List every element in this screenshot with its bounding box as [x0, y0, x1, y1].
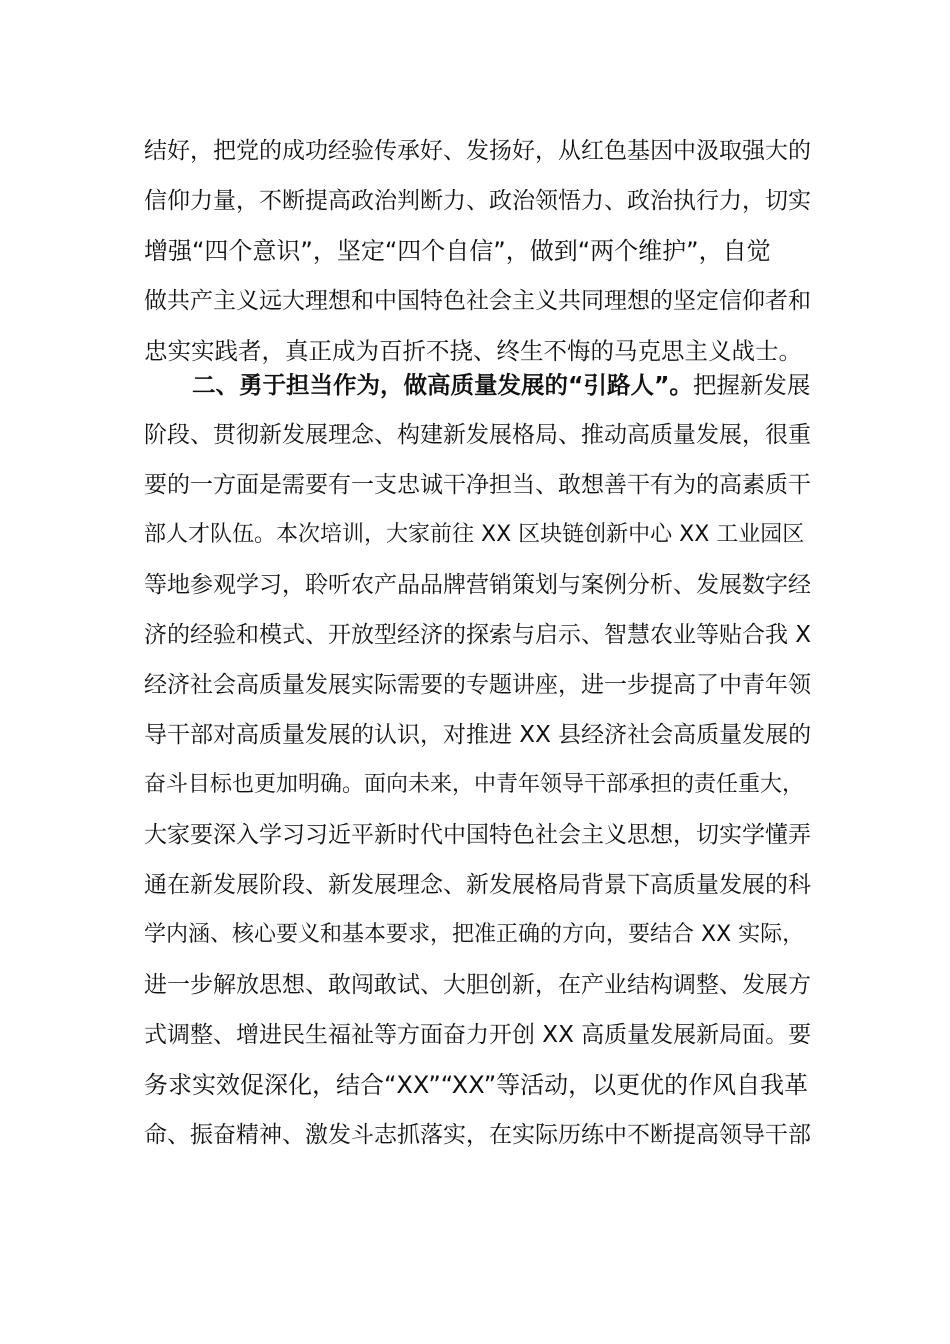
paragraph-2-line-12: 学内涵、核心要义和基本要求，把准正确的方向，要结合 XX 实际， [144, 922, 805, 947]
paragraph-2-line-13: 进一步解放思想、敢闯敢试、大胆创新，在产业结构调整、发展方 [144, 972, 811, 998]
paragraph-2-line-16: 命、振奋精神、激发斗志抓落实，在实际历练中不断提高领导干部 [144, 1122, 811, 1148]
section-heading: 二、勇于担当作为，做高质量发展的“引路人”。 [192, 371, 693, 399]
paragraph-2-line-2: 阶段、贯彻新发展理念、构建新发展格局、推动高质量发展，很重 [144, 422, 811, 448]
paragraph-1-line-5: 忠实实践者，真正成为百折不挠、终生不悔的马克思主义战士。 [144, 337, 802, 365]
paragraph-2-line-15: 务求实效促深化，结合“XX”“XX”等活动，以更优的作风自我革 [144, 1071, 809, 1099]
paragraph-2-line-3: 要的一方面是需要有一支忠诚干净担当、敢想善干有为的高素质干 [144, 472, 811, 498]
paragraph-2-line-11: 通在新发展阶段、新发展理念、新发展格局背景下高质量发展的科 [144, 872, 811, 898]
paragraph-2-line-5: 等地参观学习，聆听农产品品牌营销策划与案例分析、发展数字经 [144, 572, 811, 598]
paragraph-1-line-4: 做共产主义远大理想和中国特色社会主义共同理想的坚定信仰者和 [144, 288, 811, 314]
paragraph-2-line-8: 导干部对高质量发展的认识，对推进 XX 县经济社会高质量发展的 [144, 722, 812, 748]
paragraph-2-line-6: 济的经验和模式、开放型经济的探索与启示、智慧农业等贴合我 X [144, 622, 812, 648]
paragraph-2-first-line-text: 把握新发展 [692, 371, 811, 399]
paragraph-2-line-4: 部人才队伍。本次培训，大家前往 XX 区块链创新中心 XX 工业园区 [144, 522, 805, 547]
paragraph-2-line-9: 奋斗目标也更加明确。面向未来，中青年领导干部承担的责任重大， [144, 772, 805, 797]
paragraph-1-line-1: 结好，把党的成功经验传承好、发扬好，从红色基因中汲取强大的 [144, 138, 811, 164]
paragraph-2-line-14: 式调整、增进民生福祉等方面奋力开创 XX 高质量发展新局面。要 [144, 1022, 812, 1048]
paragraph-1-line-2: 信仰力量，不断提高政治判断力、政治领悟力、政治执行力，切实 [144, 188, 811, 214]
paragraph-1-line-3: 增强“四个意识”，坚定“四个自信”，做到“两个维护”，自觉 [144, 237, 771, 265]
paragraph-2-line-7: 经济社会高质量发展实际需要的专题讲座，进一步提高了中青年领 [144, 672, 811, 698]
paragraph-2-line-10: 大家要深入学习习近平新时代中国特色社会主义思想，切实学懂弄 [144, 822, 811, 848]
paragraph-2-first-line [192, 370, 810, 400]
